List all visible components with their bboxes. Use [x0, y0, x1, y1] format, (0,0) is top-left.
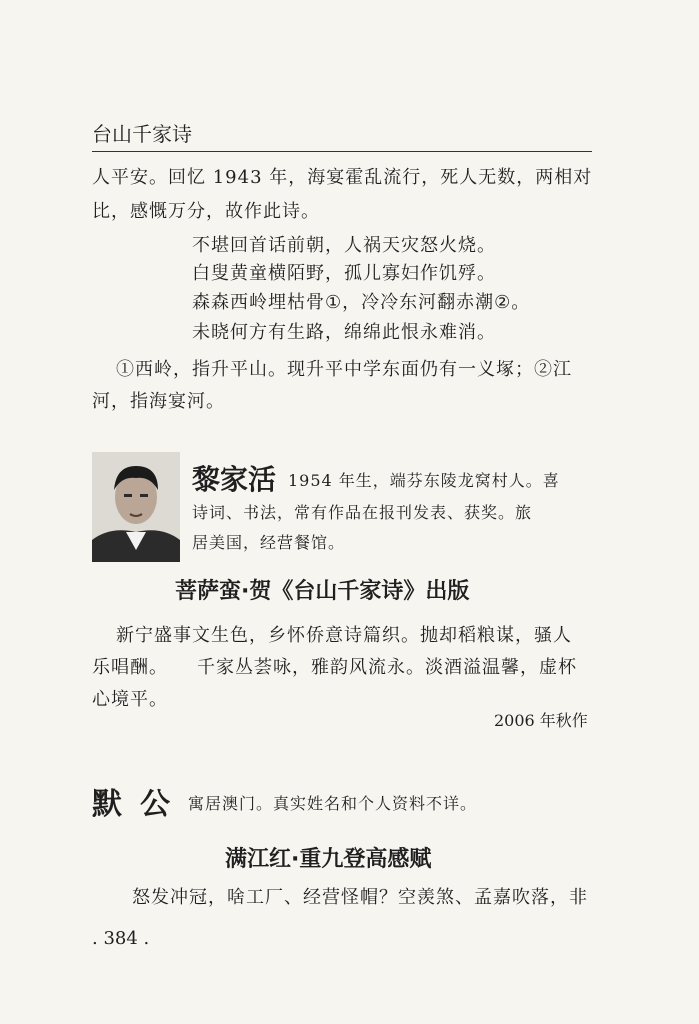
poem1-line-4: 未晓何方有生路，绵绵此恨永难消。 — [192, 322, 496, 343]
poem-title: 满江红·重九登高感赋 — [225, 847, 432, 872]
poem-signature: 2006 年秋作 — [494, 711, 588, 730]
poem1-line-2: 白叟黄童横陌野，孤儿寡妇作饥殍。 — [192, 263, 496, 284]
poem-title: 菩萨蛮·贺《台山千家诗》出版 — [175, 579, 470, 604]
poem1-line-1: 不堪回首话前朝，人祸天灾怒火烧。 — [192, 235, 496, 256]
poem1-note-line-2: 河，指海宴河。 — [92, 391, 225, 412]
running-header: 台山千家诗 — [92, 122, 192, 146]
author-photo — [92, 452, 180, 562]
author-bio: 寓居澳门。真实姓名和个人资料不详。 — [188, 794, 478, 813]
header-rule — [92, 151, 592, 152]
intro-line-2: 比，感慨万分，故作此诗。 — [92, 201, 320, 222]
poem2-line-2: 乐唱酬。 千家丛荟咏，雅韵风流永。淡酒溢温馨，虚杯 — [92, 657, 577, 678]
author-bio-line-3: 居美国，经营餐馆。 — [192, 533, 346, 552]
author-bio-line-2: 诗词、书法，常有作品在报刊发表、获奖。旅 — [192, 503, 533, 522]
portrait-image — [92, 452, 180, 562]
author-bio-line-1: 1954 年生，端芬东陵龙窝村人。喜 — [288, 471, 560, 490]
poem2-line-1: 新宁盛事文生色，乡怀侨意诗篇织。抛却稻粮谋，骚人 — [116, 625, 572, 646]
page-number: . 384 . — [92, 928, 150, 949]
author-name: 默公 — [92, 787, 188, 822]
poem1-line-3: 森森西岭埋枯骨①，冷冷东河翻赤潮②。 — [192, 292, 531, 313]
poem1-note-line-1: ①西岭，指升平山。现升平中学东面仍有一义塚；②江 — [116, 359, 572, 380]
intro-line-1: 人平安。回忆 1943 年，海宴霍乱流行，死人无数，两相对 — [92, 167, 593, 188]
author-name: 黎家活 — [192, 463, 277, 496]
poem3-line-1: 怒发冲冠，啥工厂、经营怪帽？空羡煞、孟嘉吹落，非 — [132, 887, 588, 908]
poem2-line-3: 心境平。 — [92, 689, 168, 710]
